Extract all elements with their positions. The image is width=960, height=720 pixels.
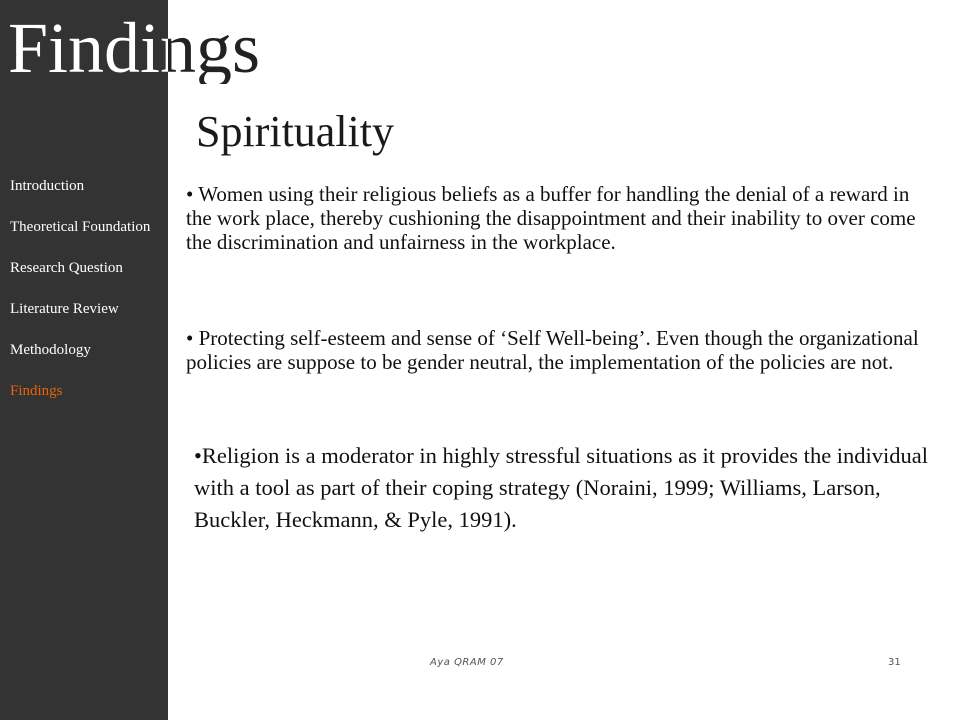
nav-item-theoretical-foundation[interactable]: Theoretical Foundation <box>10 219 151 235</box>
sidebar-nav <box>10 176 166 422</box>
nav-item-research-question[interactable]: Research Question <box>10 260 123 276</box>
bullet-self-esteem: • Protecting self-esteem and sense of ‘Self Well-being’. Even though the organizational policies are suppose to be gender neutral, the implementation of the policies are not. <box>186 326 919 374</box>
nav-item-methodology[interactable]: Methodology <box>10 342 91 358</box>
nav-item-literature-review[interactable]: Literature Review <box>10 301 119 317</box>
slide-title: Findings <box>8 8 261 88</box>
slide-subtitle: Spirituality <box>196 107 394 156</box>
nav-item-findings[interactable]: Findings <box>10 383 63 399</box>
bullet-religious-beliefs: • Women using their religious beliefs as a buffer for handling the denial of a reward in the work place, thereby cushioning the disappointment and their inability to over come the discrimination and unfairness in the workplace. <box>186 182 916 254</box>
nav-item-introduction[interactable]: Introduction <box>10 178 85 194</box>
bullet-religion-moderator: •Religion is a moderator in highly stressful situations as it provides the individual with a tool as part of their coping strategy (Noraini, 1999; Williams, Larson, Buckler, Heckmann, & Pyle, 1991). <box>194 443 929 532</box>
footer-text: Aya QRAM 07 <box>430 657 504 668</box>
page-number: 31 <box>888 657 901 668</box>
